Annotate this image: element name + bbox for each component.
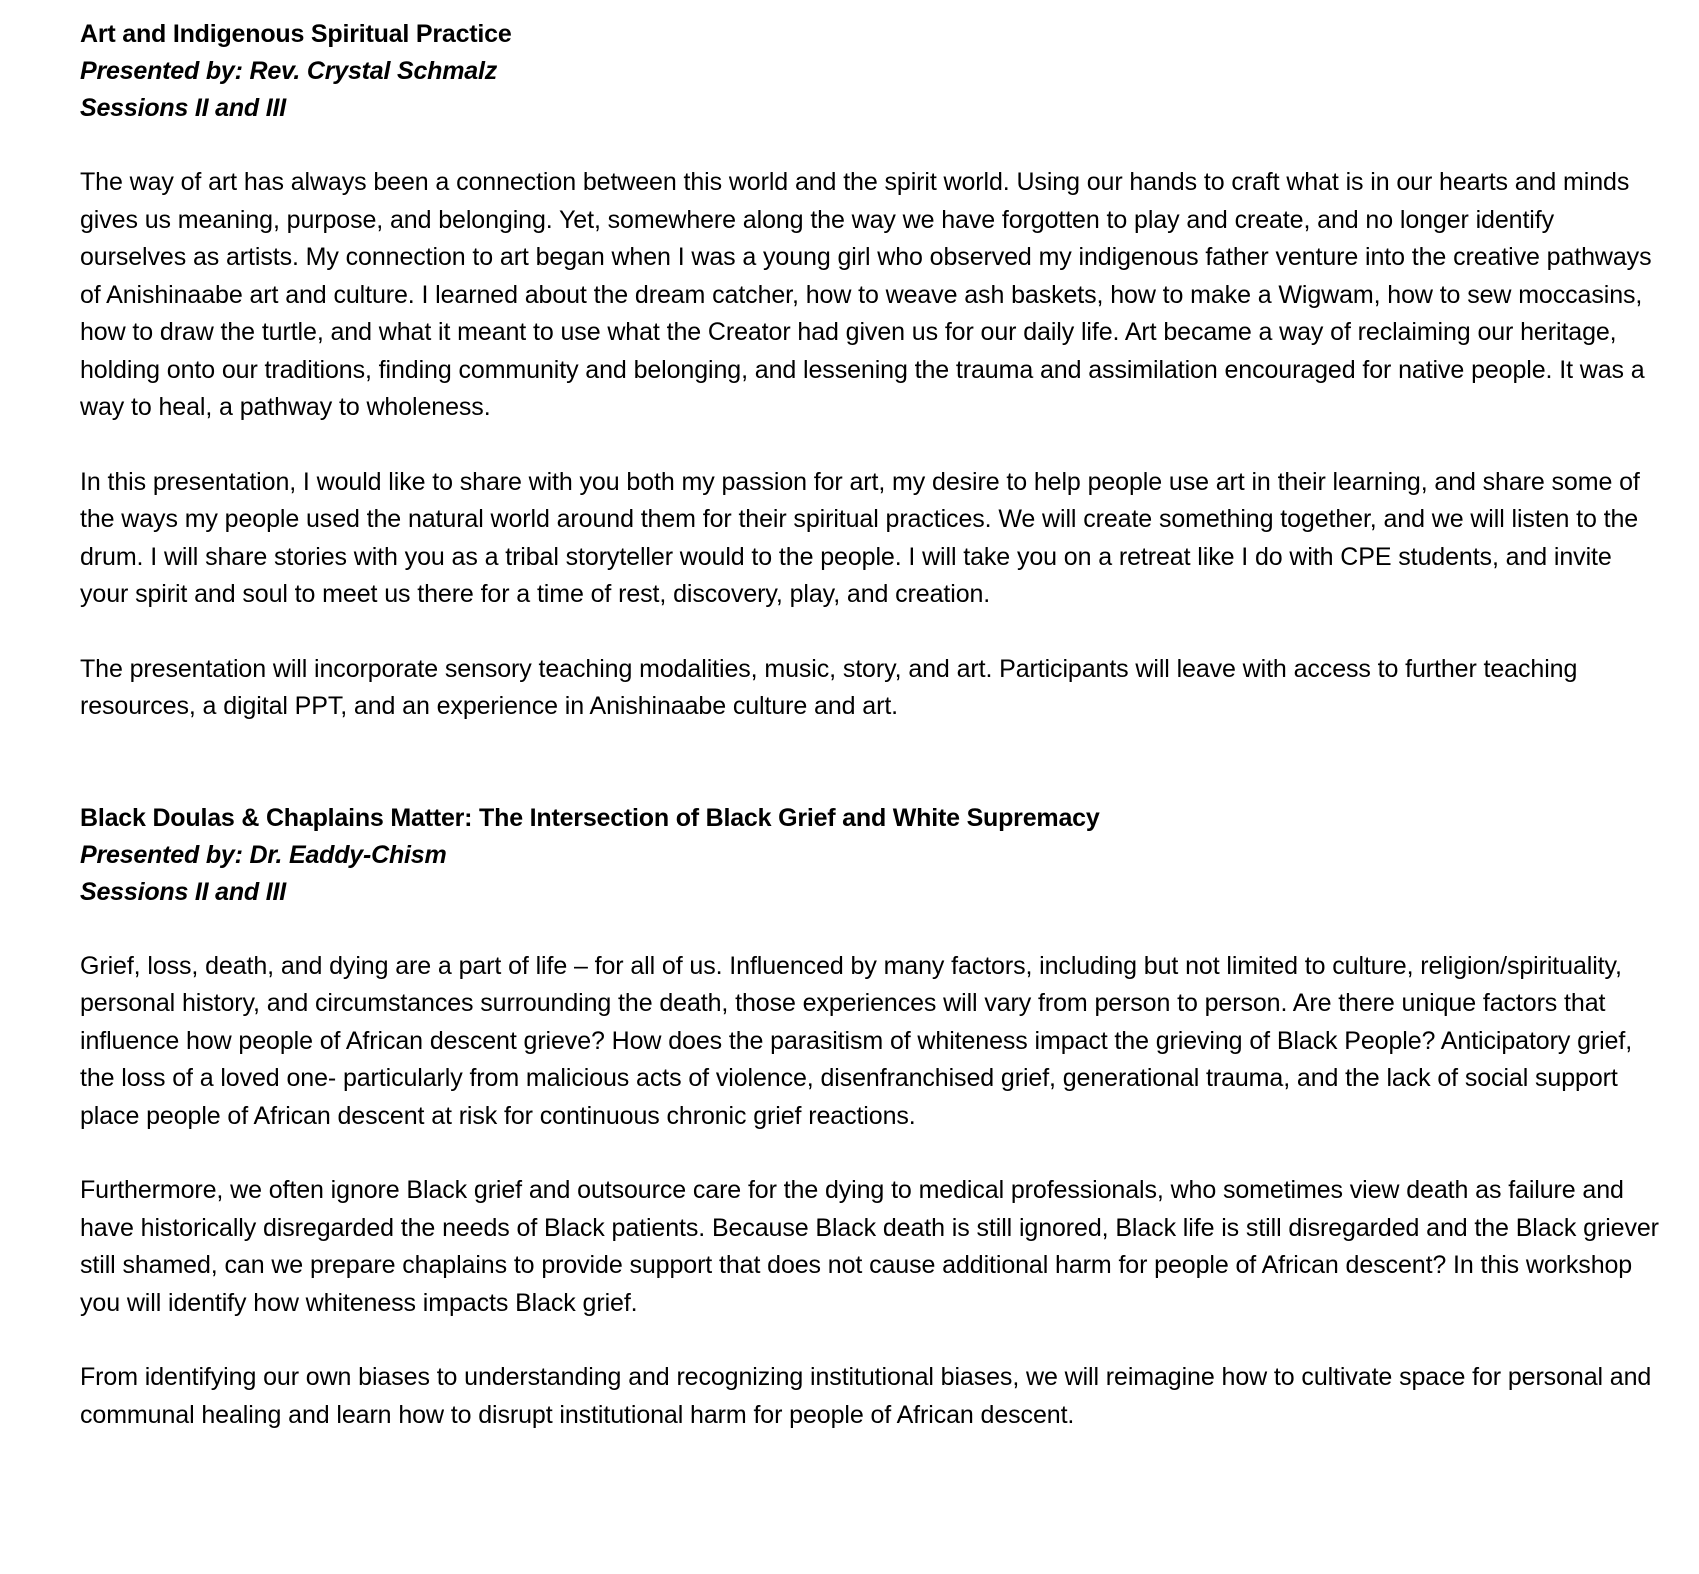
session-presenter: Presented by: Rev. Crystal Schmalz xyxy=(80,57,497,85)
document-page xyxy=(80,16,1660,1434)
session-presenter: Presented by: Dr. Eaddy-Chism xyxy=(80,840,447,869)
session-paragraph: In this presentation, I would like to share with you both my passion for art, my desire to help people use art in their learning, and share some of the ways my people used the natural world around them for their spiritual practices. We will create something together, and we will listen to the drum. I will share stories with you as a tribal storyteller would to the people. I will take you on a retreat like I do with CPE students, and invite your spirit and soul to meet us there for a time of rest, discovery, play, and creation. xyxy=(80,467,1640,608)
session-title: Art and Indigenous Spiritual Practice xyxy=(80,20,512,48)
session-paragraph: Grief, loss, death, and dying are a part of life – for all of us. Influenced by many factors, including but not limited to culture, religion/spirituality, personal history, and circumstances surrounding the death, those experiences will vary from person to person. Are there unique factors that influence how people of African descent grieve? How does the parasitism of whiteness impact the grieving of Black People? Anticipatory grief, the loss of a loved one- particularly from malicious acts of violence, disenfranchised grief, generational trauma, and the lack of social support place people of African descent at risk for continuous chronic grief reactions. xyxy=(80,951,1633,1130)
session-header xyxy=(80,800,1660,911)
session-paragraph: The presentation will incorporate sensory teaching modalities, music, story, and art. Participants will leave with access to further teaching resources, a digital PPT, and an experience in Anishinaabe culture and art. xyxy=(80,654,1578,720)
session-section-black-grief xyxy=(80,800,1660,1435)
session-section-art xyxy=(80,16,1660,726)
session-sessions: Sessions II and III xyxy=(80,877,286,906)
session-sessions: Sessions II and III xyxy=(80,94,286,122)
session-title: Black Doulas & Chaplains Matter: The Intersection of Black Grief and White Supremacy xyxy=(80,803,1100,832)
session-paragraph: From identifying our own biases to understanding and recognizing institutional biases, we will reimagine how to cultivate space for personal and communal healing and learn how to disrupt institutional harm for people of African descent. xyxy=(80,1363,1652,1429)
session-paragraph: Furthermore, we often ignore Black grief and outsource care for the dying to medical professionals, who sometimes view death as failure and have historically disregarded the needs of Black patients. Because Black death is still ignored, Black life is still disregarded and the Black griever still shamed, can we prepare chaplains to provide support that does not cause additional harm for people of African descent? In this workshop you will identify how whiteness impacts Black grief. xyxy=(80,1176,1659,1317)
session-paragraph: The way of art has always been a connection between this world and the spirit world. Using our hands to craft what is in our hearts and minds gives us meaning, purpose, and belonging. Yet, somewhere along the way we have forgotten to play and create, and no longer identify ourselves as artists. My connection to art began when I was a young girl who observed my indigenous father venture into the creative pathways of Anishinaabe art and culture. I learned about the dream catcher, how to weave ash baskets, how to make a Wigwam, how to sew moccasins, how to draw the turtle, and what it meant to use what the Creator had given us for our daily life. Art became a way of reclaiming our heritage, holding onto our traditions, finding community and belonging, and lessening the trauma and assimilation encouraged for native people. It was a way to heal, a pathway to wholeness. xyxy=(80,168,1652,421)
session-header xyxy=(80,16,1660,127)
